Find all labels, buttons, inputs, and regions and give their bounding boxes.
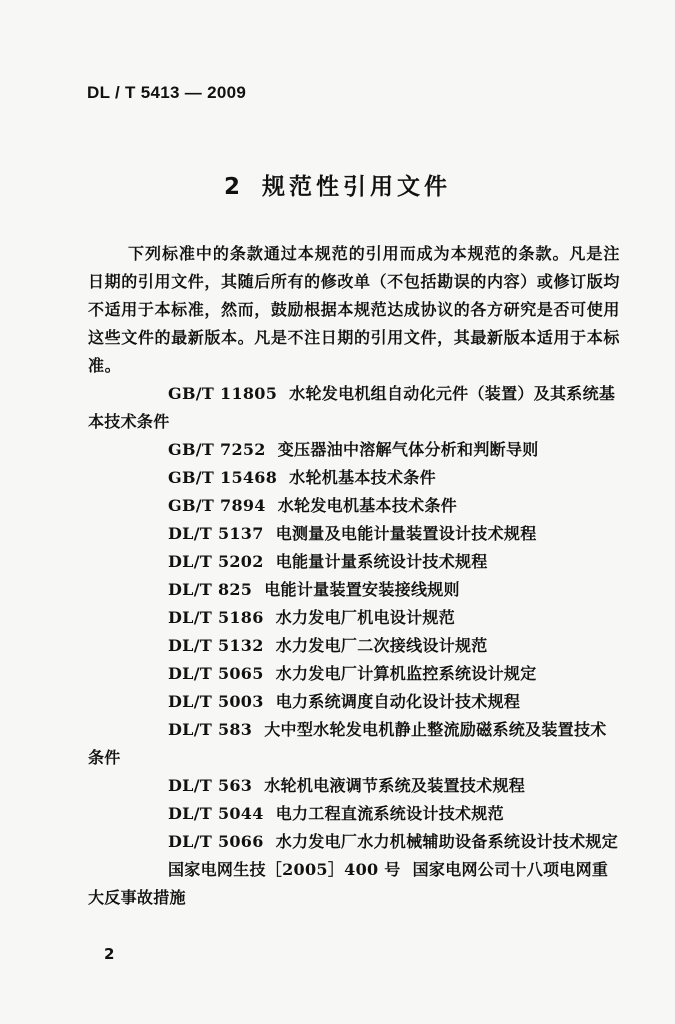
reference-title: 电力工程直流系统设计技术规范 <box>275 804 504 823</box>
reference-entry <box>88 576 620 604</box>
reference-entry <box>88 380 620 436</box>
reference-entry <box>88 604 620 632</box>
reference-code: DL/T 583 <box>168 720 253 739</box>
reference-entry <box>88 548 620 576</box>
reference-entry <box>88 660 620 688</box>
standard-code-header: DL / T 5413 — 2009 <box>87 83 247 102</box>
reference-entry <box>88 800 620 828</box>
reference-code: GB/T 7894 <box>168 496 266 515</box>
reference-code: DL/T 5137 <box>168 524 264 543</box>
reference-title: 大中型水轮发电机静止整流励磁系统及装置技术条件 <box>88 720 607 767</box>
normative-references-list <box>88 380 620 912</box>
reference-title: 国家电网公司十八项电网重大反事故措施 <box>88 860 609 907</box>
reference-code: DL/T 5186 <box>168 608 264 627</box>
reference-code: DL/T 5003 <box>168 692 264 711</box>
section-title: 规范性引用文件 <box>262 174 451 200</box>
reference-code: DL/T 825 <box>168 580 253 599</box>
reference-title: 水轮机基本技术条件 <box>289 468 436 487</box>
reference-title: 电能量计量系统设计技术规程 <box>275 552 488 571</box>
reference-title: 水力发电厂水力机械辅助设备系统设计技术规定 <box>275 832 618 851</box>
reference-code: DL/T 5132 <box>168 636 264 655</box>
reference-entry <box>88 828 620 856</box>
reference-entry <box>88 464 620 492</box>
reference-code: GB/T 7252 <box>168 440 266 459</box>
reference-code: DL/T 5066 <box>168 832 264 851</box>
reference-entry <box>88 716 620 772</box>
reference-entry <box>88 520 620 548</box>
reference-code: GB/T 11805 <box>168 384 278 403</box>
reference-entry <box>88 492 620 520</box>
reference-title: 水轮发电机组自动化元件（装置）及其系统基本技术条件 <box>88 384 616 431</box>
reference-title: 水力发电厂计算机监控系统设计规定 <box>275 664 537 683</box>
intro-paragraph: 下列标准中的条款通过本规范的引用而成为本规范的条款。凡是注日期的引用文件，其随后所有的修改单（不包括勘误的内容）或修订版均不适用于本标准，然而，鼓励根据本规范达成协议的各方研究是否可使用这些文件的最新版本。凡是不注日期的引用文件，其最新版本适用于本标准。 <box>88 244 620 375</box>
reference-code: DL/T 563 <box>168 776 253 795</box>
reference-entry <box>88 436 620 464</box>
section-heading <box>0 168 675 201</box>
reference-title: 变压器油中溶解气体分析和判断导则 <box>277 440 539 459</box>
reference-title: 水力发电厂机电设计规范 <box>275 608 455 627</box>
reference-code: DL/T 5065 <box>168 664 264 683</box>
reference-code: GB/T 15468 <box>168 468 278 487</box>
reference-title: 水轮机电液调节系统及装置技术规程 <box>264 776 526 795</box>
reference-entry <box>88 856 620 912</box>
reference-code: DL/T 5202 <box>168 552 264 571</box>
reference-title: 电测量及电能计量装置设计技术规程 <box>275 524 537 543</box>
reference-entry <box>88 632 620 660</box>
reference-entry <box>88 772 620 800</box>
reference-code: DL/T 5044 <box>168 804 264 823</box>
reference-code: 国家电网生技［2005］400 号 <box>168 860 401 879</box>
reference-title: 水力发电厂二次接线设计规范 <box>275 636 488 655</box>
reference-title: 水轮发电机基本技术条件 <box>277 496 458 515</box>
reference-title: 电力系统调度自动化设计技术规程 <box>275 692 521 711</box>
section-number: 2 <box>223 174 244 200</box>
page-number: 2 <box>104 945 115 963</box>
reference-title: 电能计量装置安装接线规则 <box>264 580 460 599</box>
reference-entry <box>88 688 620 716</box>
